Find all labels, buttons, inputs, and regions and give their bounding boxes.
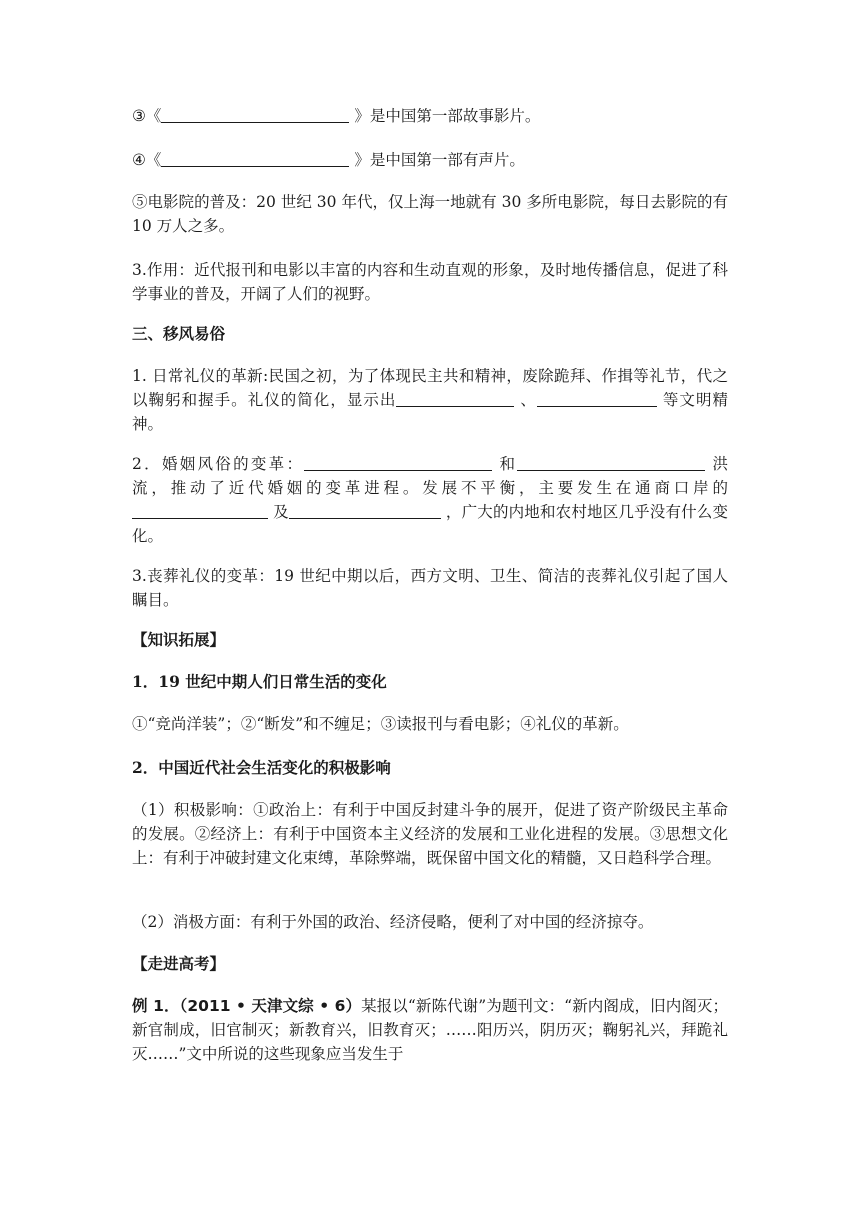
item-3: ③《 》是中国第一部故事影片。 [132,107,541,125]
blank-line[interactable] [289,502,441,519]
blank-line[interactable] [537,390,657,407]
sub-heading: 2．中国近代社会生活变化的积极影响 [132,758,391,777]
item-5: ⑤电影院的普及：20 世纪 30 年代，仅上海一地就有 30 多所电影院，每日去影院的有 10 万人之多。 [132,193,728,235]
list-item: ①“竞尚洋装”；②“断发”和不缠足；③读报刊与看电影；④礼仪的革新。 [132,715,629,733]
section-heading: 【知识拓展】 [132,630,226,649]
funeral-paragraph: 3.丧葬礼仪的变革：19 世纪中期以后，西方文明、卫生、简洁的丧葬礼仪引起了国人瞩目。 [132,567,728,609]
effect-paragraph: 3.作用：近代报刊和电影以丰富的内容和生动直观的形象，及时地传播信息，促进了科学事业的普及，开阔了人们的视野。 [132,261,728,303]
section-heading: 【走进高考】 [132,954,226,973]
marriage-paragraph: 2．婚姻风俗的变革： 和 洪流，推动了近代婚姻的变革进程。发展不平衡，主要发生在通商口岸的 及 ，广大的内地和农村地区几乎没有什么变化。 [132,455,728,545]
blank-line[interactable] [132,502,268,519]
item-4: ④《 》是中国第一部有声片。 [132,151,525,169]
sub-heading: 1．19 世纪中期人们日常生活的变化 [132,672,387,691]
blank-line[interactable] [396,390,514,407]
blank-line[interactable] [161,106,349,123]
blank-line[interactable] [161,150,349,167]
list-item: （1）积极影响：①政治上：有利于中国反封建斗争的展开，促进了资产阶级民主革命的发展。②经济上：有利于中国资本主义经济的发展和工业化进程的发展。③思想文化上：有利于冲破封建文化束缚，革除弊端，既保留中国文化的精髓，又日趋科学合理。 [132,801,728,867]
section-heading: 三、移风易俗 [132,324,226,343]
blank-line[interactable] [304,454,492,471]
list-item: （2）消极方面：有利于外国的政治、经济侵略，便利了对中国的经济掠夺。 [132,913,654,931]
blank-line[interactable] [517,454,705,471]
etiquette-paragraph: 1. 日常礼仪的革新:民国之初，为了体现民主共和精神，废除跪拜、作揖等礼节，代之以鞠躬和握手。礼仪的简化，显示出 、 等文明精神。 [132,367,728,433]
example-paragraph: 例 1．（2011 • 天津文综 • 6）某报以“新陈代谢”为题刊文：“新内阁成，旧内阁灭；新官制成，旧官制灭；新教育兴，旧教育灭；……阳历兴，阴历灭；鞠躬礼兴，拜跪礼灭……”文中所说的这些现象应当发生于 [132,997,728,1063]
